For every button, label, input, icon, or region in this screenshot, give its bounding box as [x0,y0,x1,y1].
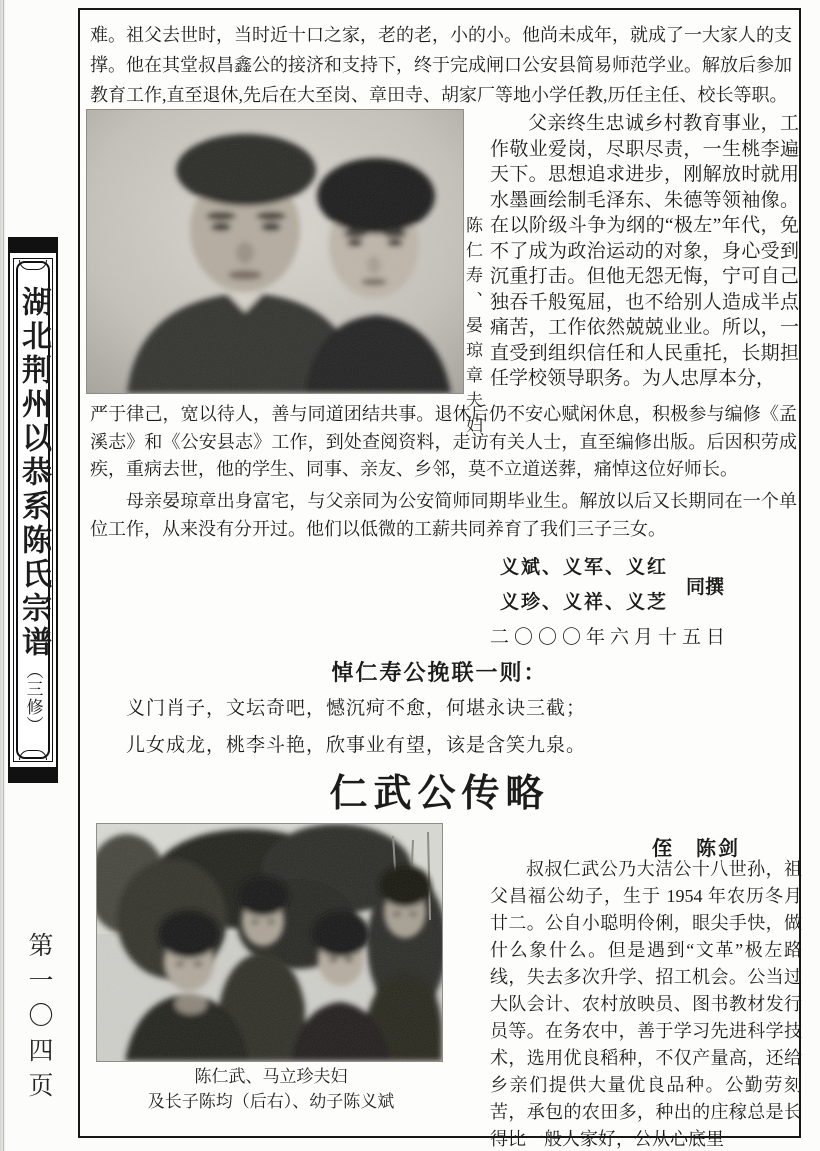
section-title-renwu: 仁武公传略 [329,773,550,815]
spine-subtitle: （三修） [23,662,43,734]
photo2-caption [87,1064,455,1114]
photo-chen-renshou-and-yan-qiongzhang [87,110,463,393]
para-opening: 难。祖父去世时，当时近十口之家，老的老，小的小。他尚未成年，就成了一大家人的支撑。他在其堂叔昌鑫公的接济和支持下，终于完成闸口公安县简易师范学业。解放后参加教育工作,直至退休,先后在大至岗、章田寺、胡家厂等地小学任教,历任主任、校长等职。 [90,25,792,105]
spine-title: 湖北荆州以恭系陈氏宗谱 [17,286,50,660]
signers-suffix: 同撰 [686,576,725,598]
elegy-couplet-heading: 悼仁寿公挽联一则： [331,660,548,685]
photo1-caption: 陈仁寿、晏琼章夫妇 [463,216,482,441]
signature-block [500,550,724,620]
cartouche-top-cap [10,239,56,253]
para-father-continued: 严于律己，宽以待人，善与同道团结共事。退休后仍不安心赋闲休息，积极参与编修《孟溪志》和《公安县志》工作，到处查阅资料，走访有关人士，直至编修出版。后因积劳成疾，重病去世，他的学生、同事、亲友、乡邻，莫不立道送葬，痛悼这位好师长。 [90,404,797,479]
cartouche-frame [13,258,53,762]
couplet-line1: 义门肖子，文坛奇吧，憾沉疴不愈，何堪永诀三截； [126,698,587,719]
para-mother: 母亲晏琼章出身富宅，与父亲同为公安简师同期毕业生。解放以后又长期同在一个单位工作，从来没有分开过。他们以低微的工薪共同养育了我们三子三女。 [90,491,797,539]
scan-spine-line [3,0,4,1151]
signature-date: 二〇〇〇年六月十五日 [489,627,730,648]
photo2-caption-line1: 陈仁武、马立珍夫妇 [194,1067,348,1086]
byline-chen-jian: 侄 陈剑 [652,838,740,860]
page-number: 第一〇四页 [25,932,52,1107]
signers-line2: 义珍、义祥、义芝 [500,592,669,613]
content-frame [78,8,802,1149]
para-renwu-intro: 叔叔仁武公乃大洁公十八世孙，祖父昌福公幼子，生于 1954 年农历冬月廿二。公自小聪明伶俐，眼尖手快，做什么象什么。但是遇到“文革”极左路线，失去多次升学、招工机会。公当过大队会计、农村放映员、图书教材发行员等。在务农中，善于学习先进科学技术，选用优良稻种，不仅产量高，还给乡亲们提供大量优良品种。公勤劳刻苦，承包的农田多，种出的庄稼总是长得比一般人家好，公从心底里 [490,859,802,1149]
spine-title-cartouche [8,237,58,783]
photo2-caption-line2: 及长子陈均（后右）、幼子陈义斌 [147,1092,395,1111]
para-father: 父亲终生忠诚乡村教育事业，工作敬业爱岗，尽职尽责，一生桃李遍天下。思想追求进步，刚解放时就用水墨画绘制毛泽东、朱德等领袖像。在以阶级斗争为纲的“极左”年代，免不了成为政治运动的对象，身心受到沉重打击。但他无怨无悔，宁可自己独吞千般冤屈，也不给别人造成半点痛苦，工作依然兢兢业业。所以，一直受到组织信任和人民重托，长期担任学校领导职务。为人忠厚本分， [490,113,799,389]
elegy-couplet [126,690,776,764]
signers-line1: 义斌、义军、义红 [500,557,669,578]
couplet-line2: 儿女成龙，桃李斗艳，欣事业有望，该是含笑九泉。 [126,735,587,756]
cartouche-bottom-cap [10,767,56,781]
photo-chen-renwu-family [97,824,442,1061]
